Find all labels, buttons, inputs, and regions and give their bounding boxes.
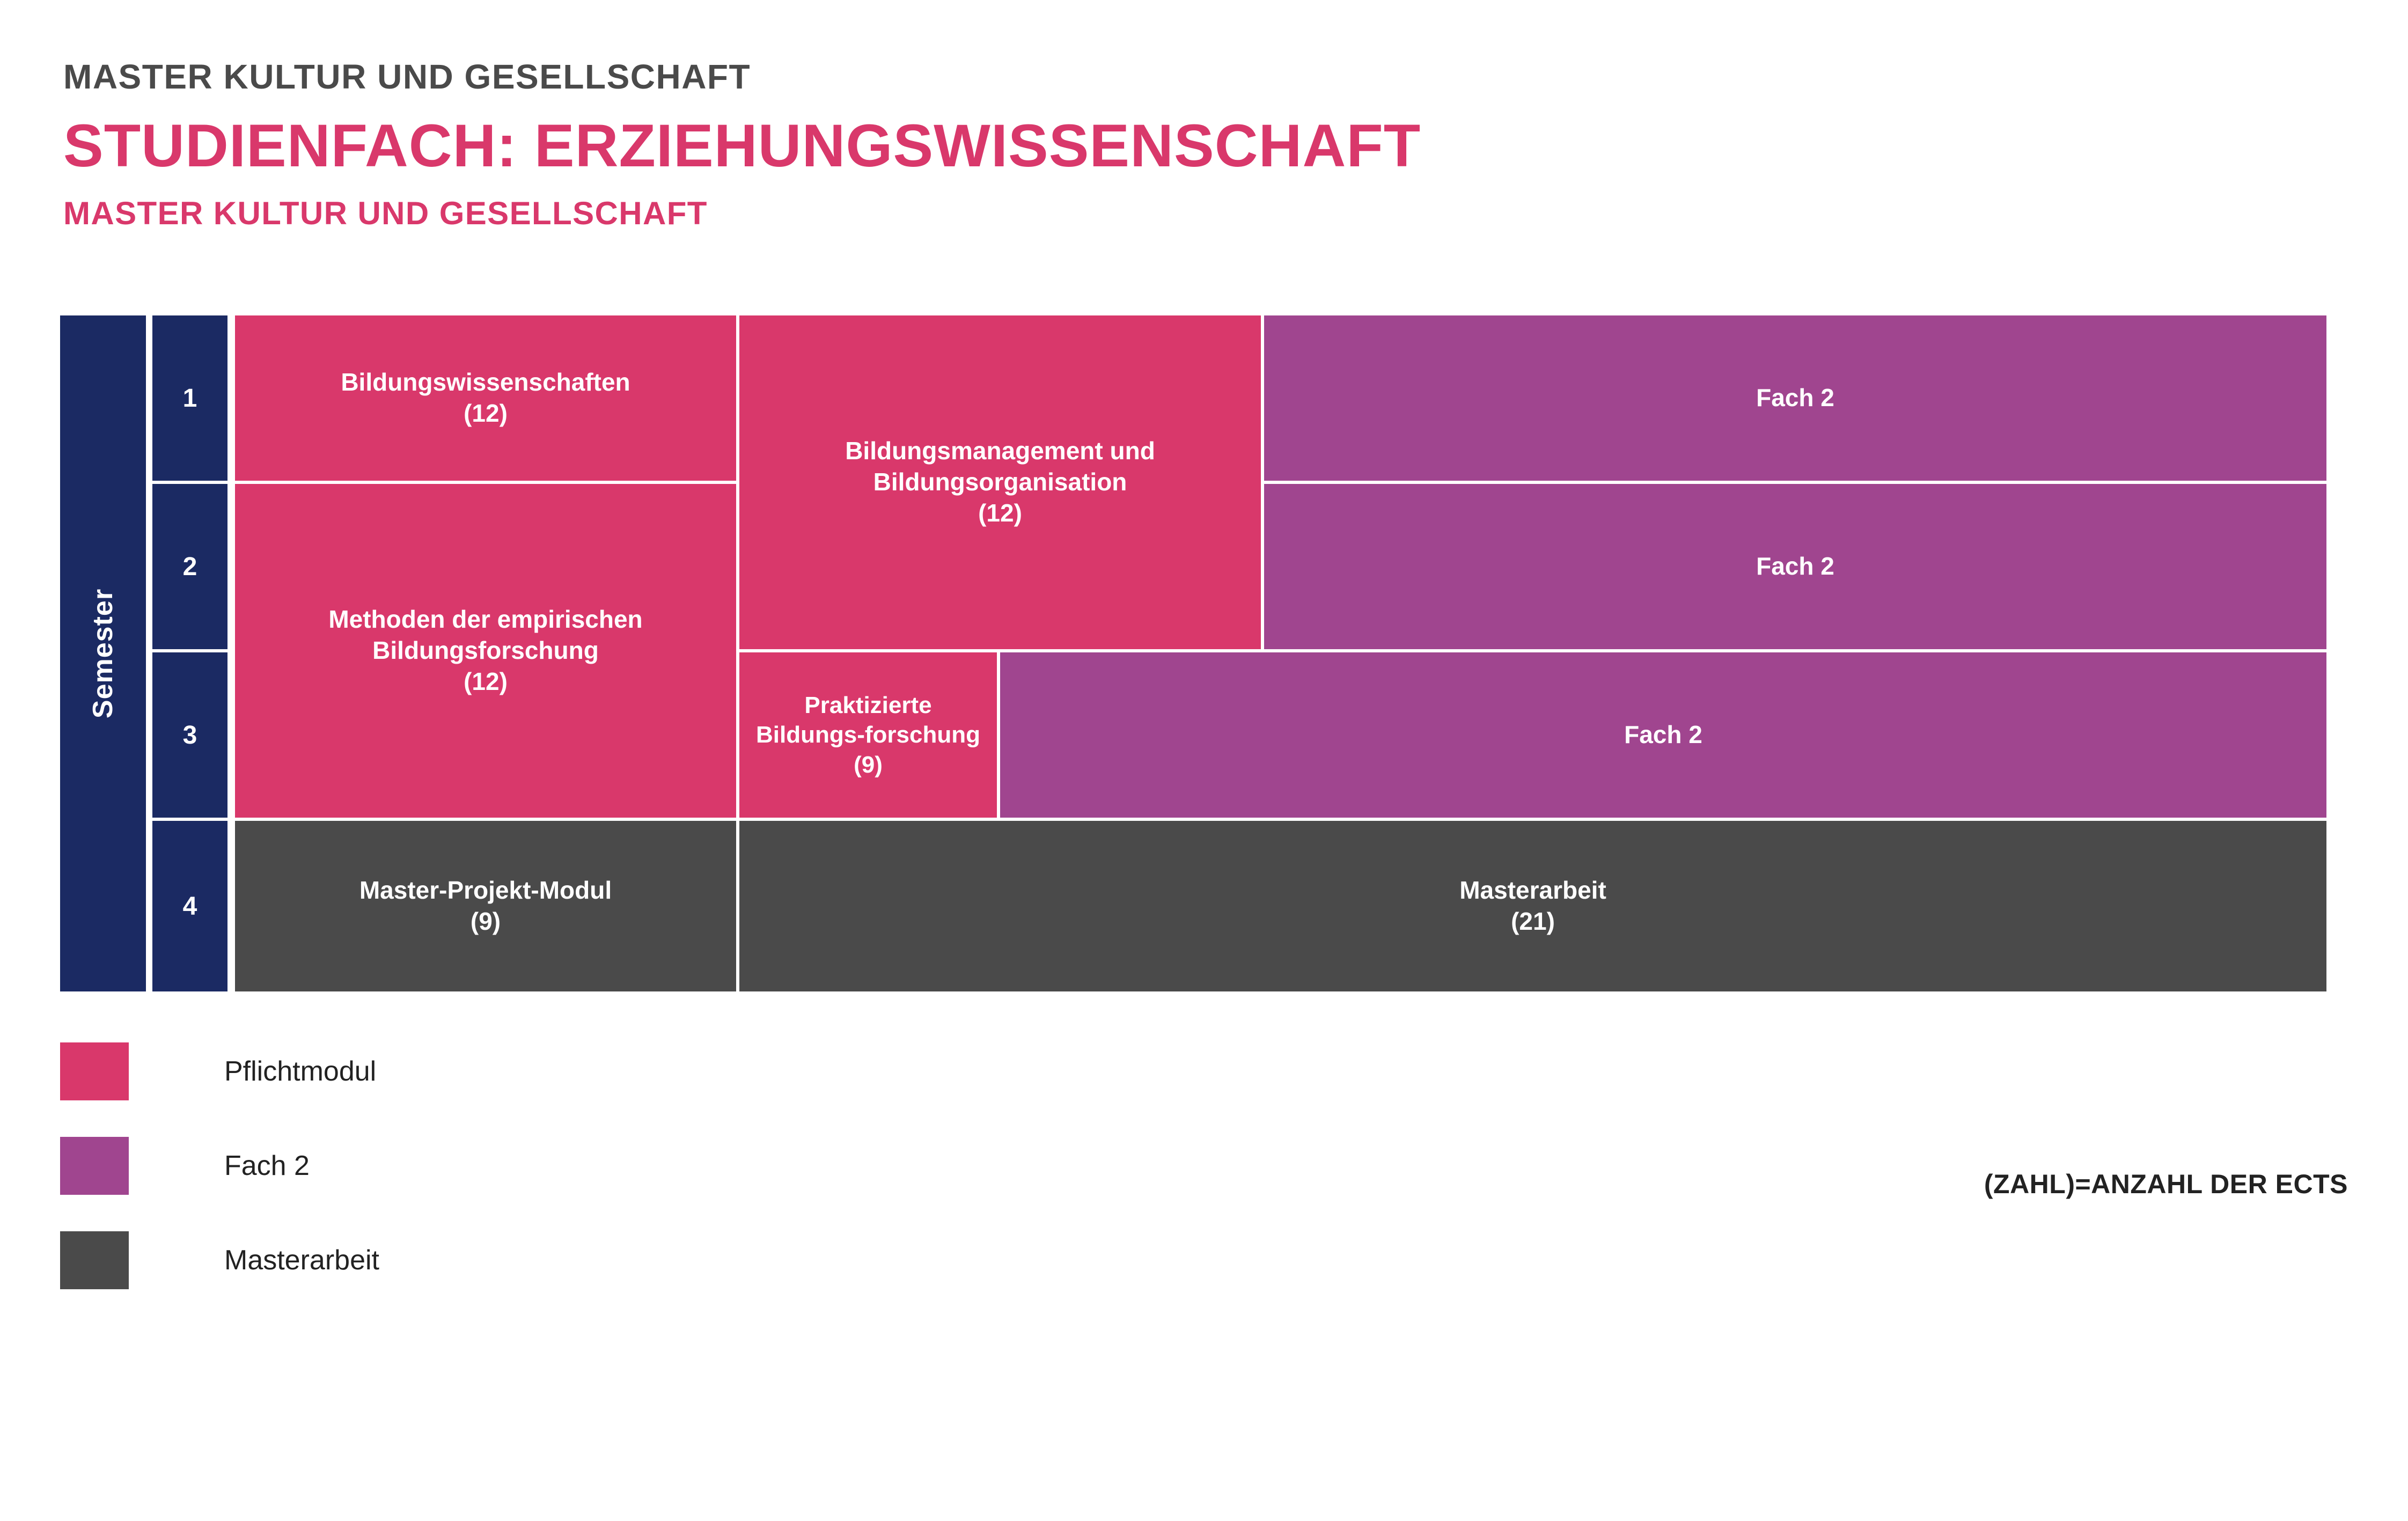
module-bildungswissenschaften	[235, 315, 736, 481]
legend-swatch-masterarbeit	[60, 1231, 129, 1289]
page-title: STUDIENFACH: ERZIEHUNGSWISSENSCHAFT	[63, 112, 1421, 180]
page-subtitle: MASTER KULTUR UND GESELLSCHAFT	[63, 195, 708, 231]
legend-label: Pflichtmodul	[224, 1056, 377, 1087]
module-grid	[235, 315, 2326, 991]
module-ects: (12)	[978, 498, 1022, 527]
module-ects: (12)	[464, 399, 508, 427]
module-title: Fach 2	[1756, 384, 1834, 412]
module-methoden-der-empirischen-bildungsforschung	[235, 484, 736, 818]
semester-number-3: 3	[152, 652, 227, 818]
semester-number-1: 1	[152, 315, 227, 481]
legend-label: Masterarbeit	[224, 1245, 379, 1276]
curriculum-diagram	[60, 315, 2326, 991]
module-ects: (9)	[854, 751, 883, 778]
module-ects: (21)	[1511, 907, 1555, 935]
header	[63, 58, 2317, 231]
module-title: Praktizierte Bildungs-forschung	[756, 692, 980, 748]
module-title: Master-Projekt-Modul	[359, 876, 612, 905]
semester-number-2: 2	[152, 484, 227, 649]
legend-item-fach-2	[60, 1134, 919, 1197]
semester-number-column	[152, 315, 227, 991]
ects-note: (ZAHL)=ANZAHL DER ECTS	[1984, 1169, 2348, 1199]
semester-axis-label-text: Semester	[87, 588, 119, 719]
module-masterarbeit	[739, 821, 2326, 991]
legend-label: Fach 2	[224, 1150, 310, 1181]
legend-item-pflichtmodul	[60, 1040, 919, 1103]
legend-swatch-fach-2	[60, 1137, 129, 1195]
module-title: Bildungsmanagement und Bildungsorganisation	[845, 437, 1155, 496]
legend-swatch-pflichtmodul	[60, 1042, 129, 1100]
eyebrow-text: MASTER KULTUR UND GESELLSCHAFT	[63, 57, 751, 96]
semester-number-4: 4	[152, 821, 227, 991]
module-fach-2-semester-2	[1264, 484, 2326, 649]
module-title: Methoden der empirischen Bildungsforschung	[328, 605, 643, 665]
module-title: Masterarbeit	[1459, 876, 1606, 905]
module-ects: (12)	[464, 667, 508, 695]
module-fach-2-semester-1	[1264, 315, 2326, 481]
module-praktizierte-bildungsforschung	[739, 652, 997, 818]
legend	[60, 1040, 919, 1323]
module-bildungsmanagement-und-bildungsorganisation	[739, 315, 1261, 649]
module-title: Fach 2	[1624, 721, 1702, 749]
module-title: Bildungswissenschaften	[341, 368, 630, 396]
legend-item-masterarbeit	[60, 1229, 919, 1292]
module-master-projekt-modul	[235, 821, 736, 991]
module-ects: (9)	[470, 907, 501, 935]
semester-axis-label	[60, 315, 146, 991]
module-title: Fach 2	[1756, 552, 1834, 581]
module-fach-2-semester-3	[1000, 652, 2326, 818]
